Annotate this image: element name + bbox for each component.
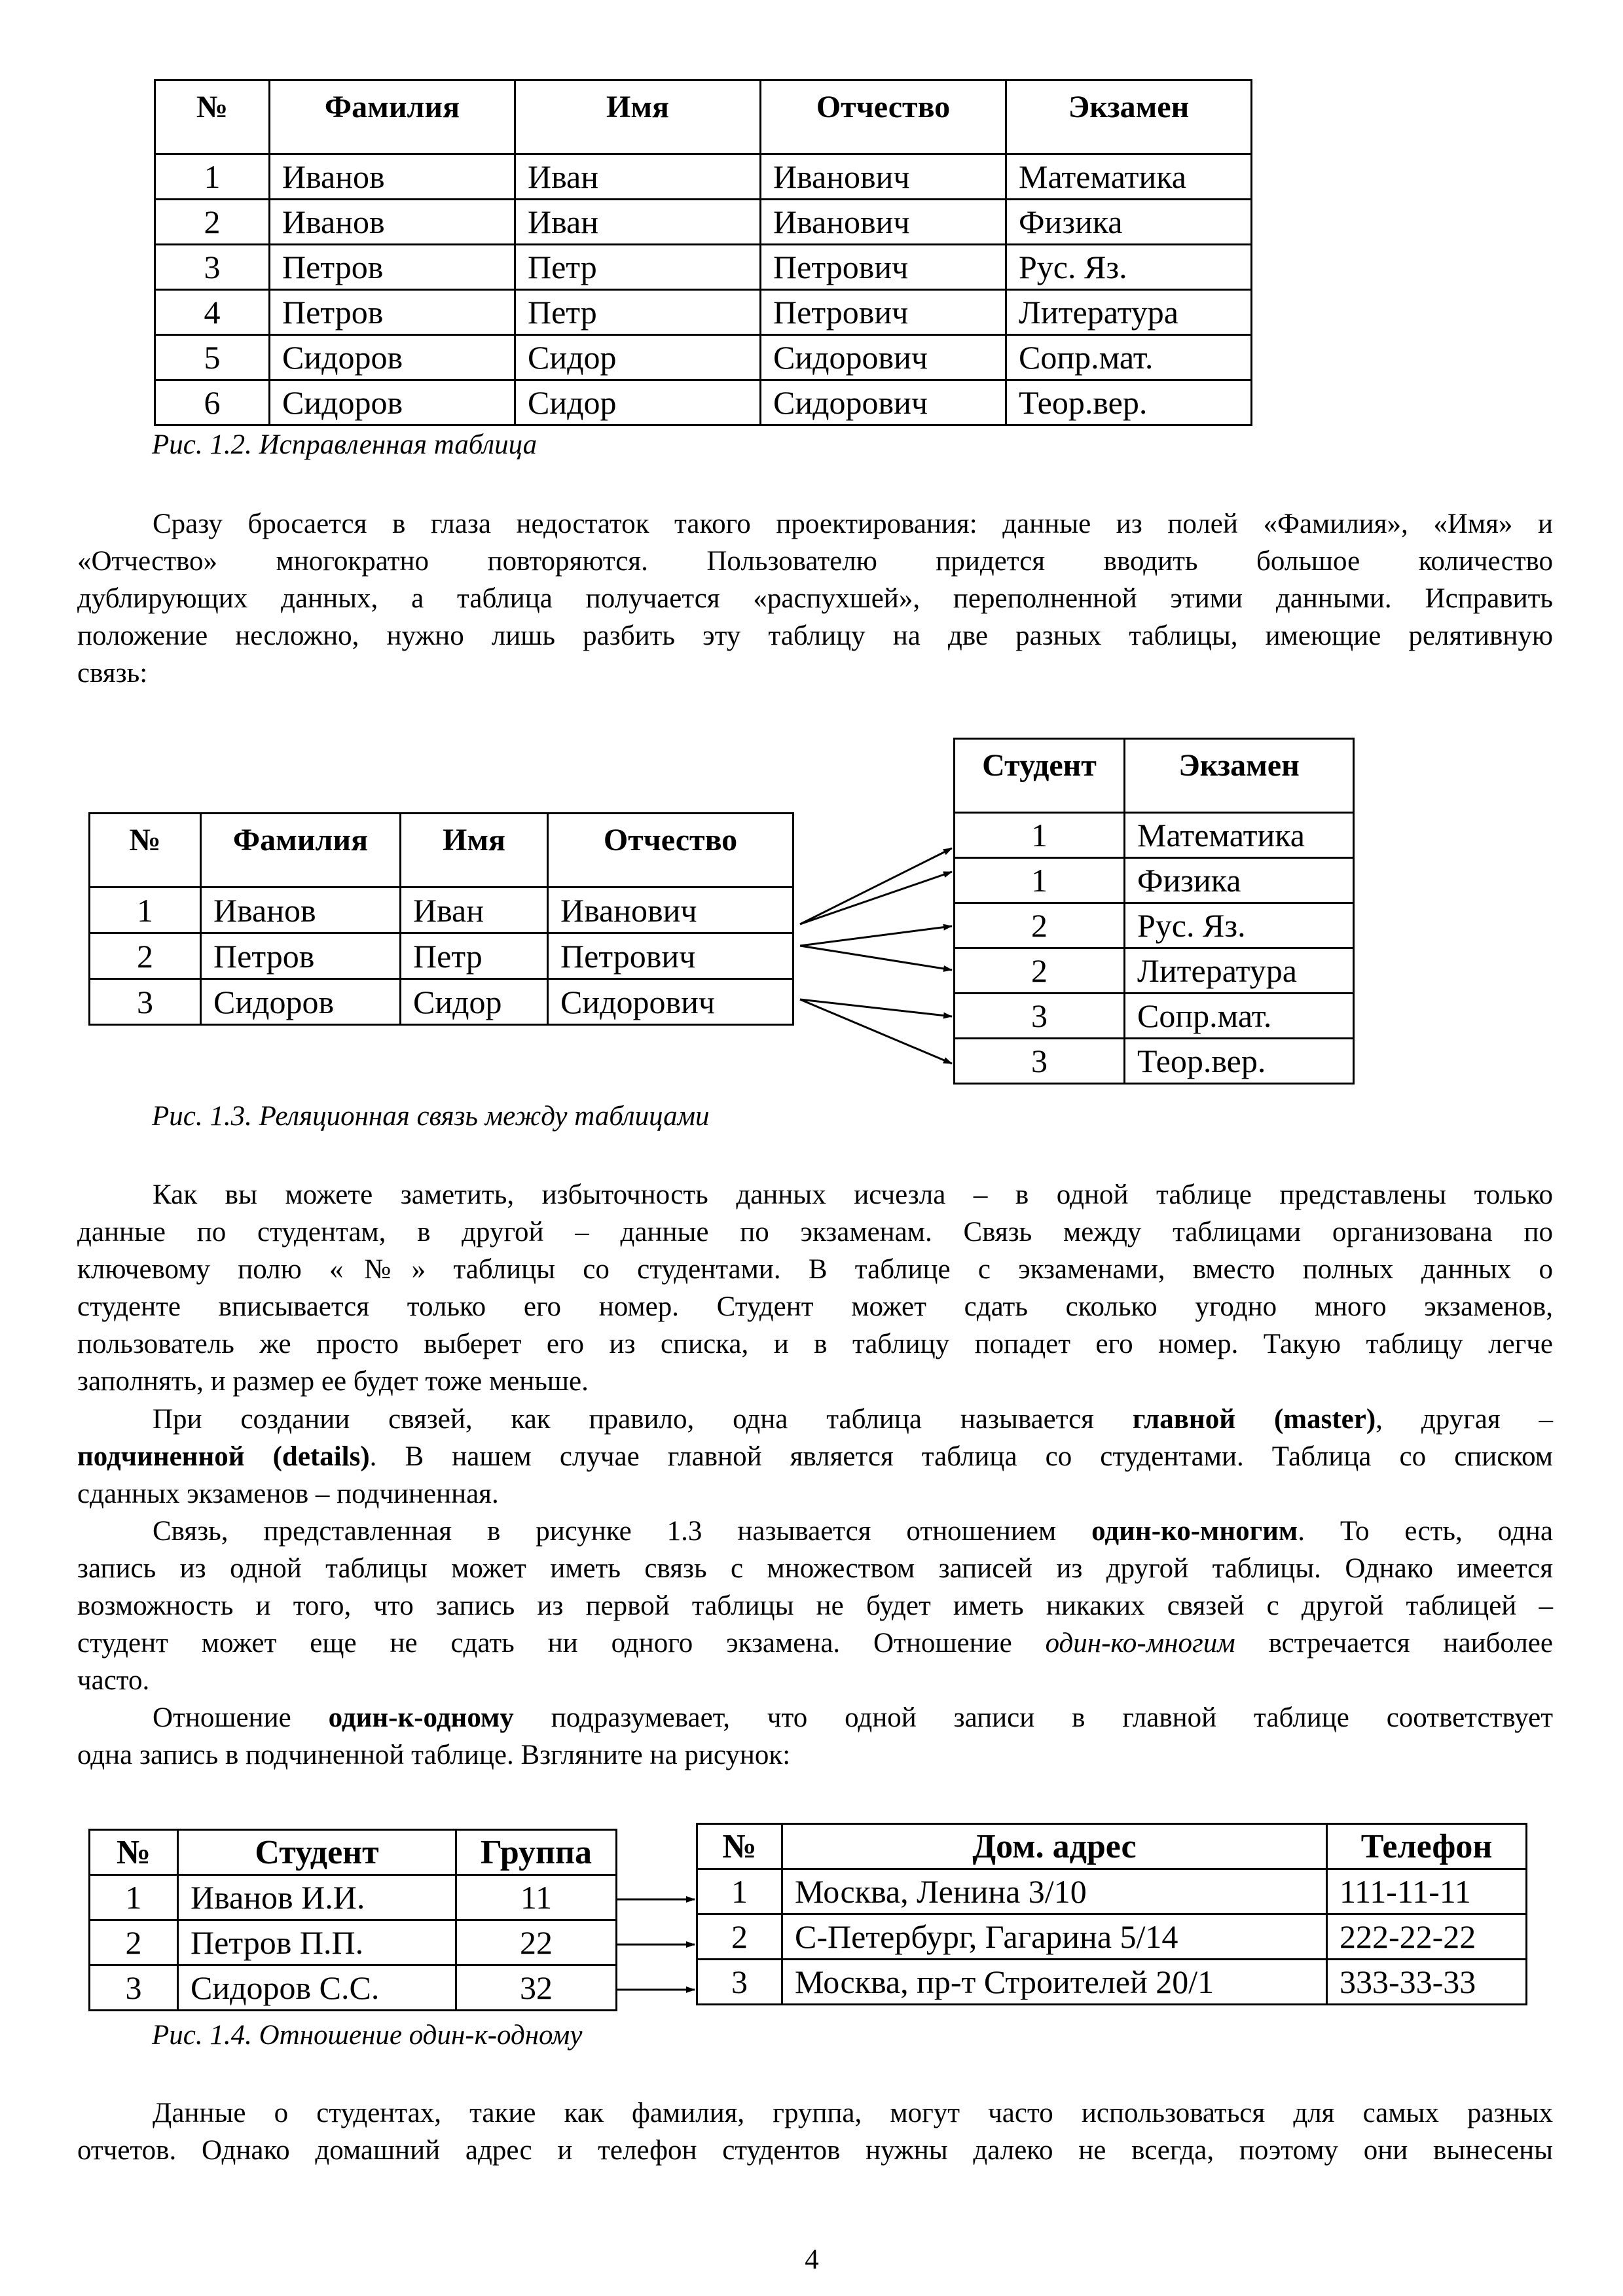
text-line: дублирующих данных, а таблица получается «распухшей», переполненной этими данными. Исправить (77, 583, 1553, 614)
text-line: одна запись в подчиненной таблице. Взгляните на рисунок: (77, 1740, 791, 1770)
text: Отношение (153, 1702, 329, 1733)
cell: Сидоров (270, 335, 515, 380)
header-cell: № (90, 1830, 178, 1875)
cell: Физика (1125, 858, 1354, 903)
cell: 2 (90, 1920, 178, 1965)
cell: Литература (1006, 290, 1252, 335)
text: встречается наиболее (1235, 1628, 1553, 1659)
text-line: возможность и того, что запись из первой таблицы не будет иметь никаких связей с другой таблицей – (77, 1590, 1553, 1621)
cell: Сидоров С.С. (178, 1965, 456, 2011)
header-cell: Экзамен (1125, 739, 1354, 813)
text-line: Данные о студентах, такие как фамилия, группа, могут часто использоваться для самых разных (153, 2098, 1553, 2128)
text: , другая – (1376, 1404, 1554, 1435)
header-cell: Студент (955, 739, 1125, 813)
cell: 1 (90, 1875, 178, 1920)
cell: 11 (456, 1875, 617, 1920)
text-line: положение несложно, нужно лишь разбить эту таблицу на две разных таблицы, имеющие релятивную (77, 620, 1553, 651)
text-line (77, 1624, 1553, 1662)
text-line: «Отчество» многократно повторяются. Пользователю придется вводить большое количество (77, 546, 1553, 577)
cell: 222-22-22 (1327, 1914, 1527, 1960)
cell: Теор.вер. (1125, 1039, 1354, 1084)
cell: 3 (155, 245, 270, 290)
cell: 1 (697, 1869, 782, 1914)
cell: Иванович (761, 200, 1006, 245)
cell: Петров (270, 245, 515, 290)
text: . То есть, одна (1298, 1516, 1553, 1547)
header-cell: № (90, 814, 201, 888)
header-cell: Фамилия (201, 814, 401, 888)
text-line (77, 1438, 1553, 1475)
term-details: подчиненной (details) (77, 1441, 370, 1472)
text: студент может еще не сдать ни одного экзамена. Отношение (77, 1628, 1046, 1659)
cell: Петрович (761, 245, 1006, 290)
cell: Иванов (270, 200, 515, 245)
arrow-1-to-1 (800, 848, 952, 924)
term-one-to-many: один-ко-многим (1091, 1516, 1298, 1547)
cell: Сопр.мат. (1006, 335, 1252, 380)
table-row (90, 1920, 617, 1965)
cell: Сидоров (201, 979, 401, 1025)
cell: 2 (697, 1914, 782, 1960)
cell: 22 (456, 1920, 617, 1965)
cell: 2 (955, 948, 1125, 994)
text-line: Как вы можете заметить, избыточность данных исчезла – в одной таблице представлены только (153, 1179, 1553, 1210)
cell: Сопр.мат. (1125, 994, 1354, 1039)
text-line (77, 1699, 1553, 1736)
cell: 2 (955, 903, 1125, 948)
table-row (90, 1965, 617, 2011)
cell: Иван (515, 200, 761, 245)
table-header-row (697, 1824, 1527, 1869)
cell: 1 (955, 813, 1125, 858)
text: . В нашем случае главной является таблица со студентами. Таблица со списком (369, 1441, 1553, 1472)
paragraph (77, 1401, 1553, 1513)
header-cell: Имя (515, 81, 761, 154)
cell: 1 (955, 858, 1125, 903)
cell: Физика (1006, 200, 1252, 245)
header-cell: Группа (456, 1830, 617, 1875)
cell: Рус. Яз. (1125, 903, 1354, 948)
paragraph (77, 1513, 1553, 1699)
cell: 4 (155, 290, 270, 335)
table-row (697, 1960, 1527, 2005)
cell: Сидорович (548, 979, 793, 1025)
table-header-row (90, 1830, 617, 1875)
cell: 2 (155, 200, 270, 245)
header-cell: № (155, 81, 270, 154)
paragraph (77, 1176, 1553, 1400)
cell: Иванович (761, 154, 1006, 200)
cell: Сидоров (270, 380, 515, 425)
student-groups-table (88, 1829, 617, 2011)
paragraph (77, 1699, 1553, 1774)
cell: Теор.вер. (1006, 380, 1252, 425)
header-cell: № (697, 1824, 782, 1869)
cell: 3 (90, 979, 201, 1025)
table-row (697, 1914, 1527, 1960)
text-line (77, 1401, 1553, 1438)
text-line: студенте вписывается только его номер. Студент может сдать сколько угодно много экзаменов, (77, 1291, 1553, 1322)
arrow-3-to-5 (800, 999, 952, 1016)
cell: 6 (155, 380, 270, 425)
table-row (697, 1869, 1527, 1914)
cell: Петров (201, 933, 401, 979)
paragraph (77, 2094, 1553, 2169)
cell: Математика (1125, 813, 1354, 858)
cell: Петров (270, 290, 515, 335)
arrow-2-to-4 (800, 946, 952, 970)
cell: Сидорович (761, 380, 1006, 425)
text-line: сданных экзаменов – подчиненная. (77, 1479, 499, 1509)
cell: Петров П.П. (178, 1920, 456, 1965)
header-cell: Студент (178, 1830, 456, 1875)
cell: 1 (155, 154, 270, 200)
cell: Сидор (515, 335, 761, 380)
cell: Иванов И.И. (178, 1875, 456, 1920)
header-cell: Фамилия (270, 81, 515, 154)
cell: Сидор (515, 380, 761, 425)
arrow-2-to-3 (800, 926, 952, 946)
header-cell: Отчество (761, 81, 1006, 154)
term-master: главной (master) (1132, 1404, 1376, 1435)
arrow-1-to-2 (800, 872, 952, 924)
text: Связь, представленная в рисунке 1.3 называется отношением (153, 1516, 1092, 1547)
cell: 1 (90, 888, 201, 933)
header-cell: Отчество (548, 814, 793, 888)
cell: Иванов (270, 154, 515, 200)
text-line: данные по студентам, в другой – данные по экзаменам. Связь между таблицами организована по (77, 1217, 1553, 1247)
text: При создании связей, как правило, одна таблица называется (153, 1404, 1133, 1435)
text-line: часто. (77, 1665, 150, 1696)
cell: Петр (515, 290, 761, 335)
cell: Москва, Ленина 3/10 (782, 1869, 1327, 1914)
term-one-to-many-italic: один-ко-многим (1045, 1628, 1235, 1659)
table-row (90, 1875, 617, 1920)
figure-caption: Рис. 1.3. Реляционная связь между таблицами (152, 1101, 710, 1132)
cell: Иванов (201, 888, 401, 933)
cell: Иванович (548, 888, 793, 933)
text-line: Сразу бросается в глаза недостаток такого проектирования: данные из полей «Фамилия», «Имя» и (153, 509, 1553, 539)
header-cell: Дом. адрес (782, 1824, 1327, 1869)
cell: Петр (515, 245, 761, 290)
cell: Сидор (401, 979, 548, 1025)
header-cell: Экзамен (1006, 81, 1252, 154)
cell: Иван (401, 888, 548, 933)
cell: Литература (1125, 948, 1354, 994)
cell: Петрович (548, 933, 793, 979)
cell: Москва, пр-т Строителей 20/1 (782, 1960, 1327, 2005)
cell: 3 (955, 994, 1125, 1039)
text-line: связь: (77, 658, 148, 689)
text-line: заполнять, и размер ее будет тоже меньше. (77, 1366, 589, 1397)
arrow-3-to-6 (800, 999, 952, 1064)
addresses-table (696, 1823, 1527, 2005)
text-line: запись из одной таблицы может иметь связь с множеством записей из другой таблицы. Однако имеется (77, 1553, 1553, 1584)
text-line: отчетов. Однако домашний адрес и телефон студентов нужны далеко не всегда, поэтому они вынесены (77, 2135, 1553, 2166)
cell: Рус. Яз. (1006, 245, 1252, 290)
cell: 3 (955, 1039, 1125, 1084)
cell: 111-11-11 (1327, 1869, 1527, 1914)
term-one-to-one: один-к-одному (328, 1702, 514, 1733)
cell: 333-33-33 (1327, 1960, 1527, 2005)
text: подразумевает, что одной записи в главной таблице соответствует (513, 1702, 1553, 1733)
figure-caption: Рис. 1.4. Отношение один-к-одному (152, 2020, 583, 2051)
text-line: ключевому полю «№» таблицы со студентами. В таблице с экзаменами, вместо полных данных о (77, 1254, 1553, 1285)
cell: 32 (456, 1965, 617, 2011)
header-cell: Имя (401, 814, 548, 888)
text-line (77, 1513, 1553, 1550)
cell: 3 (697, 1960, 782, 2005)
figure-caption: Рис. 1.2. Исправленная таблица (152, 429, 538, 460)
cell: 5 (155, 335, 270, 380)
page-number: 4 (805, 2244, 819, 2275)
cell: Сидорович (761, 335, 1006, 380)
cell: 3 (90, 1965, 178, 2011)
header-cell: Телефон (1327, 1824, 1527, 1869)
cell: Петр (401, 933, 548, 979)
cell: Петрович (761, 290, 1006, 335)
text-line: пользователь же просто выберет его из списка, и в таблицу попадет его номер. Такую таблицу легче (77, 1329, 1553, 1359)
cell: 2 (90, 933, 201, 979)
cell: С-Петербург, Гагарина 5/14 (782, 1914, 1327, 1960)
cell: Иван (515, 154, 761, 200)
cell: Математика (1006, 154, 1252, 200)
